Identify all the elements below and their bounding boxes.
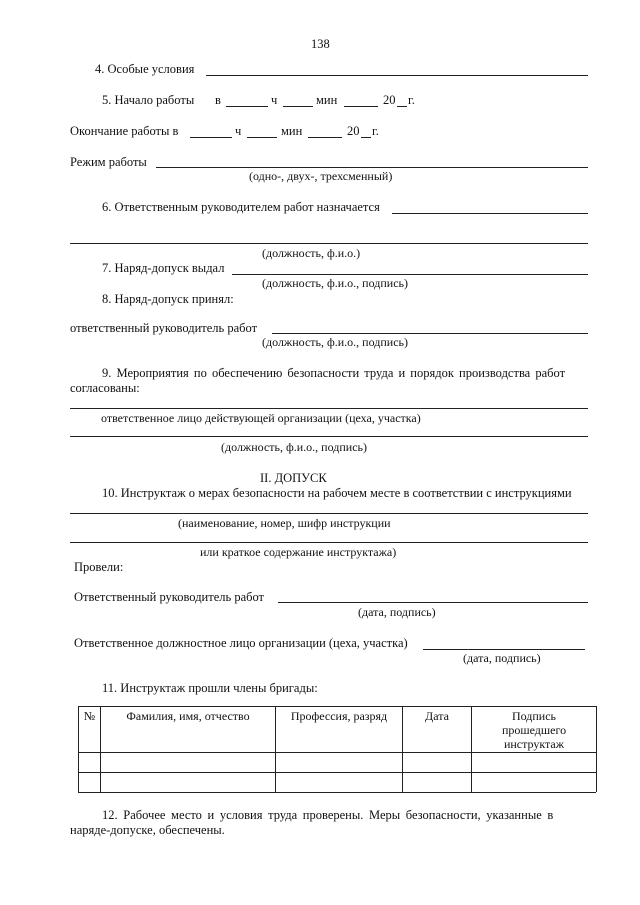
table-header-signature-line-1: Подпись xyxy=(511,709,557,723)
work-end-year-field[interactable] xyxy=(361,137,371,138)
work-end-ch: ч xyxy=(235,124,242,138)
table-col-line-5 xyxy=(596,706,597,792)
responsible-manager-field-1[interactable] xyxy=(392,213,588,214)
briefing-official-label: Ответственное должностное лицо организации (цеха, участка) xyxy=(74,636,408,650)
work-start-min: мин xyxy=(316,93,338,107)
briefing-label: 10. Инструктаж о мерах безопасности на рабочем месте в соответствии с инструкциями xyxy=(102,486,572,500)
workplace-checked-line-1: 12. Рабочее место и условия труда проверены. Меры безопасности, указанные в xyxy=(102,808,554,822)
workplace-checked-line-2: наряде-допуске, обеспечены. xyxy=(70,823,225,837)
work-start-day-field[interactable] xyxy=(344,106,378,107)
special-conditions-label: 4. Особые условия xyxy=(95,62,195,76)
permit-issued-label: 7. Наряд-допуск выдал xyxy=(102,261,225,275)
section-title-admission: II. ДОПУСК xyxy=(260,471,327,485)
table-row[interactable] xyxy=(78,773,596,792)
table-row[interactable] xyxy=(78,753,596,772)
work-regime-label: Режим работы xyxy=(70,155,147,169)
agreement-hint-2: (должность, ф.и.о., подпись) xyxy=(221,440,368,454)
briefing-conducted-label: Провели: xyxy=(74,560,124,574)
table-border-bottom xyxy=(78,792,596,793)
measures-agreed-line-2: согласованы: xyxy=(70,381,140,395)
permit-issued-field[interactable] xyxy=(232,274,588,275)
work-end-label: Окончание работы в xyxy=(70,124,179,138)
work-start-hour-field[interactable] xyxy=(226,106,268,107)
permit-accepted-field[interactable] xyxy=(272,333,588,334)
work-end-min: мин xyxy=(281,124,303,138)
table-header-name: Фамилия, имя, отчество xyxy=(126,709,250,723)
briefing-official-field[interactable] xyxy=(423,649,585,650)
work-end-year-suffix: г. xyxy=(372,124,379,138)
work-end-year-prefix: 20 xyxy=(347,124,360,138)
measures-agreed-line-1: 9. Мероприятия по обеспечению безопасности труда и порядок производства работ xyxy=(102,366,566,380)
brigade-briefing-label: 11. Инструктаж прошли члены бригады: xyxy=(102,681,318,695)
table-header-signature-line-3: инструктаж xyxy=(503,737,565,751)
briefing-field-1[interactable] xyxy=(70,513,588,514)
permit-accepted-manager-label: ответственный руководитель работ xyxy=(70,321,258,335)
responsible-manager-label: 6. Ответственным руководителем работ назначается xyxy=(102,200,380,214)
work-end-minute-field[interactable] xyxy=(247,137,277,138)
table-border-top xyxy=(78,706,596,707)
briefing-official-hint: (дата, подпись) xyxy=(463,651,541,665)
permit-accepted-label: 8. Наряд-допуск принял: xyxy=(102,292,234,306)
briefing-manager-field[interactable] xyxy=(278,602,588,603)
work-start-minute-field[interactable] xyxy=(283,106,313,107)
briefing-hint-2: или краткое содержание инструктажа) xyxy=(200,545,397,559)
work-regime-hint: (одно-, двух-, трехсменный) xyxy=(249,169,393,183)
briefing-hint-1: (наименование, номер, шифр инструкции xyxy=(178,516,391,530)
table-header-date: Дата xyxy=(425,709,449,723)
briefing-manager-hint: (дата, подпись) xyxy=(358,605,436,619)
work-start-year-field[interactable] xyxy=(397,106,407,107)
table-header-profession: Профессия, разряд xyxy=(290,709,388,723)
briefing-field-2[interactable] xyxy=(70,542,588,543)
permit-issued-hint: (должность, ф.и.о., подпись) xyxy=(262,276,409,290)
page-number: 138 xyxy=(311,37,330,51)
work-start-ch: ч xyxy=(271,93,278,107)
work-end-day-field[interactable] xyxy=(308,137,342,138)
agreement-field-2[interactable] xyxy=(70,436,588,437)
table-header-signature xyxy=(472,709,596,751)
special-conditions-field[interactable] xyxy=(206,75,588,76)
responsible-manager-field-2[interactable] xyxy=(70,243,588,244)
work-regime-field[interactable] xyxy=(156,167,588,168)
agreement-hint-1: ответственное лицо действующей организации (цеха, участка) xyxy=(101,411,421,425)
work-start-v: в xyxy=(215,93,221,107)
work-start-label: 5. Начало работы xyxy=(102,93,195,107)
table-header-signature-line-2: прошедшего xyxy=(501,723,567,737)
work-start-year-prefix: 20 xyxy=(383,93,396,107)
table-header-number: № xyxy=(83,709,96,723)
agreement-field-1[interactable] xyxy=(70,408,588,409)
briefing-manager-label: Ответственный руководитель работ xyxy=(74,590,265,604)
responsible-manager-hint: (должность, ф.и.о.) xyxy=(262,246,361,260)
work-end-hour-field[interactable] xyxy=(190,137,232,138)
permit-accepted-hint: (должность, ф.и.о., подпись) xyxy=(262,335,409,349)
work-start-year-suffix: г. xyxy=(408,93,415,107)
